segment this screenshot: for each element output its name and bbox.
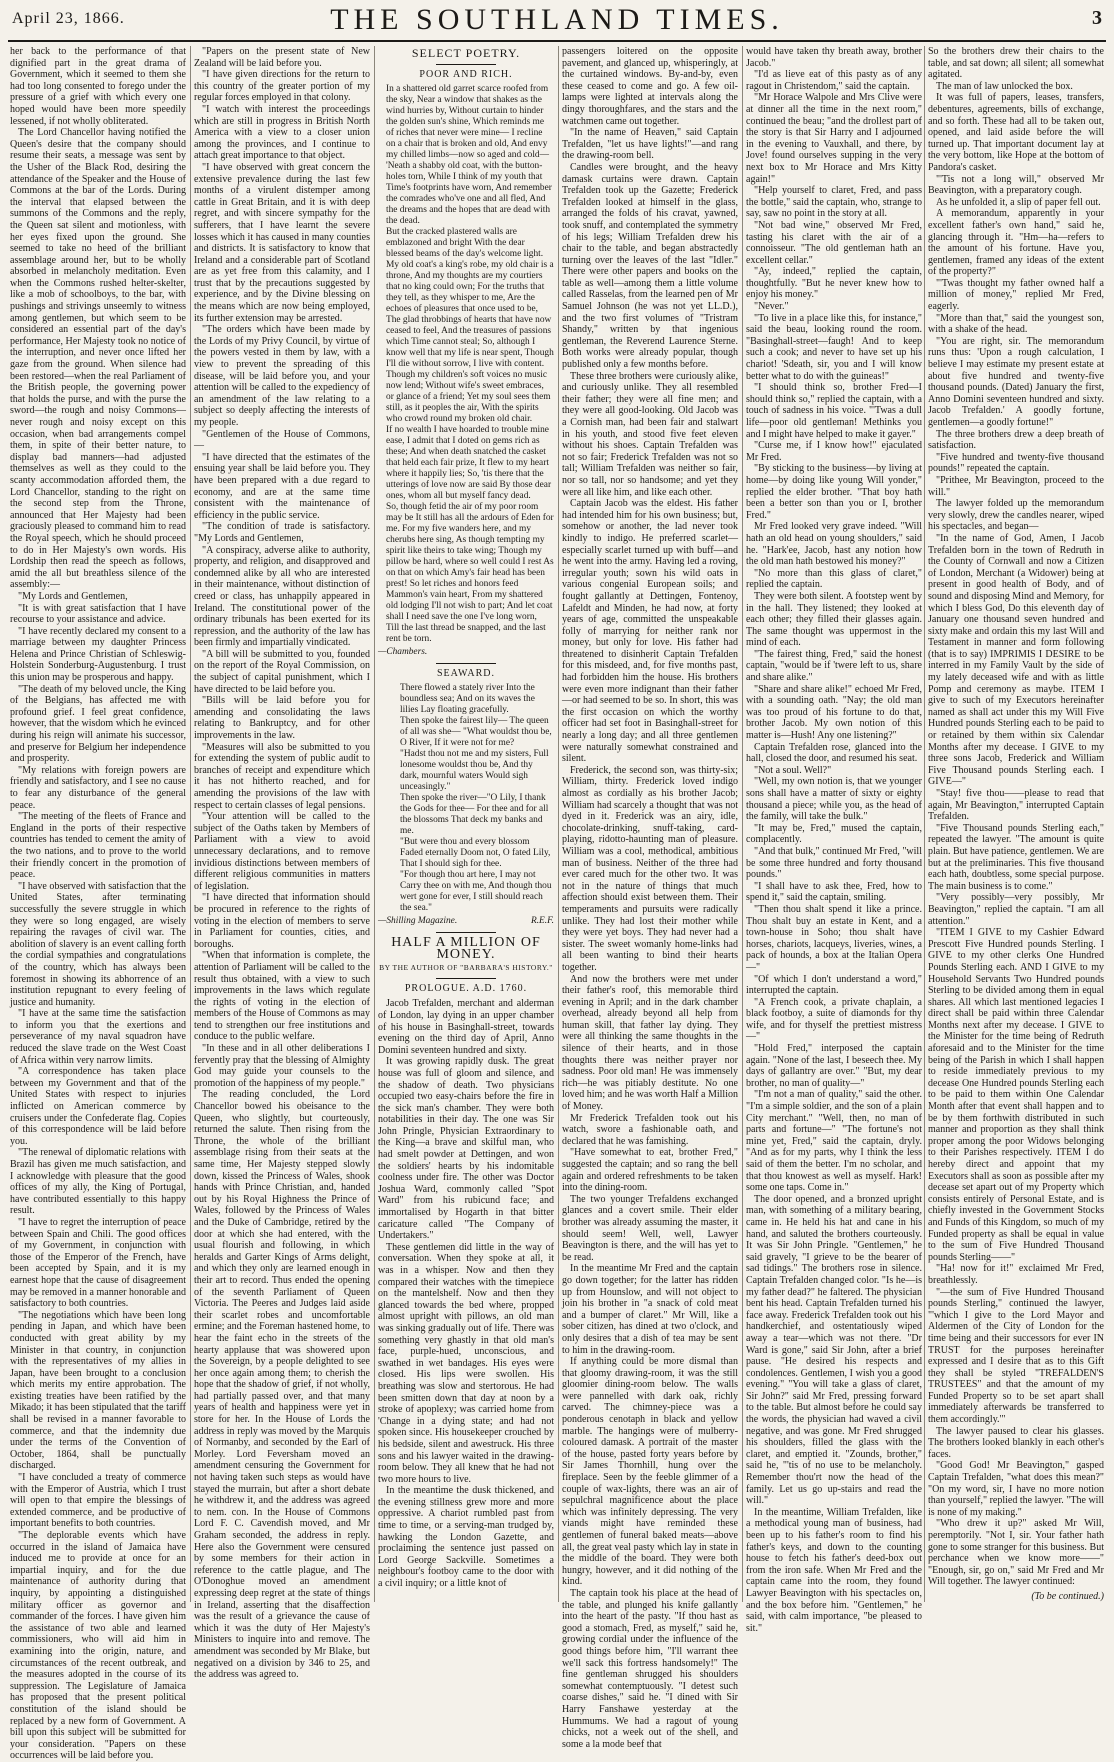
paragraph: "I have recently declared my consent to a marriage between my daughter Princess Helena and Prince Christian of Schleswig-Holstein Sonderburg-Augustenburg. I trust this union may be prosperous and happy. <box>10 625 186 684</box>
paragraph: "Ha! now for it!" exclaimed Mr Fred, breathlessly. <box>928 1263 1104 1286</box>
paragraph: The two younger Trefaldens exchanged glances and a covert smile. Their elder brother was already assuming the master, it should seem! Well, well, Lawyer Beavington is there, and the will has yet to be read. <box>562 1193 738 1263</box>
masthead-rule <box>8 40 1106 42</box>
paragraph: "In the name of Heaven," said Captain Trefalden, "let us have lights!"—and rang the drawing-room bell. <box>562 127 738 162</box>
paragraph: "The renewal of diplomatic relations with Brazil has given me much satisfaction, and I acknowledge with pleasure that the good offices of my ally, the King of Portugal, have contributed essentially to this happy result. <box>10 1147 186 1217</box>
paragraph: "Very possibly—very possibly, Mr Beavington," replied the captain. "I am all attention." <box>928 892 1104 927</box>
paragraph: "The fairest thing, Fred," said the honest captain, "would be if 'twere left to us, share and share alike." <box>746 648 922 684</box>
paragraph: "The meeting of the fleets of France and England in the ports of their respective countries has tended to cement the amity of the two nations, and to prove to the world their friendly concert in the promotion of peace. <box>10 811 186 881</box>
paragraph: Jacob Trefalden, merchant and alderman of London, lay dying in an upper chamber of his house in Basinghall-street, towards evening on the third day of April, Anno Domini seventeen hundred and sixty. <box>378 998 554 1056</box>
paragraph: would have taken thy breath away, brother Jacob." <box>746 46 922 69</box>
paragraph: "In the name of God, Amen, I Jacob Trefalden born in the town of Redruth in the County of Cornwall and now a Citizen of London, Merchant (a Widower) being at present in good health of Body, and of sound and disposing Mind and Memory, for which I bless God, Do this eleventh day of January one thousand seven hundred and sixty make and ordain this my last Will and Testament in manner and form following (that is to say) IMPRIMIS I DESIRE to be interred in my Family Vault by the side of my lately deceased wife and with as little Pomp and ceremony as maybe. ITEM I give to such of my Executors hereinafter named as shall act under this my Will Five Hundred pounds Sterling each to be paid to or retained by them within six Calendar Months after my decease. I GIVE to my three sons Jacob, Frederick and William Five Thousand pounds Sterling each. I GIVE—" <box>928 532 1104 788</box>
masthead <box>0 0 1114 46</box>
paragraph: "Five Thousand pounds Sterling each," repeated the lawyer. "The amount is quite plain. But have patience, gentlemen. We are but at the preliminaries. This five thousand each hath, doubtless, some special purpose. The main business is to come." <box>928 822 1104 892</box>
paragraph: "I have observed with great concern the extensive prevalence during the last few months of a virulent distemper among cattle in Great Britain, and it is with deep regret, and with sincere sympathy for the sufferers, that I have learnt the severe losses which it has caused in many counties and districts. It is satisfactory to know that Ireland and a considerable part of Scotland are as yet free from this calamity, and I trust that by the precautions suggested by experience, and by the Divine blessing on the means which are now being employed, its further extension may be arrested. <box>194 161 370 324</box>
paragraph: "Prithee, Mr Beavington, proceed to the will." <box>928 474 1104 498</box>
paragraph: "Not a soul. Well?" <box>754 764 832 776</box>
paragraph: "It is with great satisfaction that I have recourse to your assistance and advice. <box>10 602 186 626</box>
paragraph: Mr Fred looked very grave indeed. "Will hath an old head on young shoulders," said he. "Hark'ee, Jacob, hast any notion how the old man hath bestowed his money?" <box>746 521 922 568</box>
poem-source <box>378 647 554 659</box>
verse-line: Though my children's soft voices no music now lend; Without wife's sweet embraces, or glance of a friend; Yet my soul sees them still, as it peoples the air, With the spirits who crowd round my broken old chair. <box>386 370 551 425</box>
paragraph: "—the sum of Five Hundred Thousand pounds Sterling," continued the lawyer, "'which I give to the Lord Mayor and Aldermen of the City of London for the time being and their successors for ever IN TRUST for the purposes hereinafter expressed and I desire that as to this Gift they shall be styled "TREFALDEN'S TRUSTEES" and that the amount of my Funded Property so to be set apart shall immediately afterwards be transferred to them accordingly.'" <box>928 1286 1104 1426</box>
paragraph: "The negotiations which have been long pending in Japan, and which have been conducted with great ability by my Minister in that country, in conjunction with the representatives of my allies in Japan, have been brought to a conclusion which merits my entire approbation. The existing treaties have been ratified by the Mikado; it has been stipulated that the tariff shall be revised in a manner favorable to commerce, and that the indemnity due under the terms of the Convention of October, 1864, shall be punctually discharged. <box>10 1309 186 1472</box>
paragraph: "I'd as lieve eat of this pasty as of any ragout in Christendom," said the captain. <box>746 69 922 92</box>
paragraph: "You are right, sir. The memorandum runs thus: 'Upon a rough calculation, I believe I may estimate my present estate at about five hundred and twenty-five thousand pounds. (Dated) January the first, Anno Domini seventeen hundred and sixty. Jacob Trefalden.' A goodly fortune, gentlemen—a goodly fortune!" <box>928 335 1104 428</box>
paragraph: Captain Jacob was the eldest. His father had intended him for his own business; but, somehow or another, the lad never took kindly to indigo. He preferred scarlet—especially scarlet turned up with buff—and he went into the army. Having led a roving, irregular youth; sown his wild oats in various congenial European soils; and fought gallantly at Dettingen, Fontenoy, Lafeldt and Minden, he had now, at forty years of age, committed the unspeakable folly of marrying for neither rank nor money, but only for love. His father had threatened to disinherit Captain Trefalden for this misdeed, and, for five months past, had forbidden him the house. His brothers were even more indignant than their father—or had seemed to be so. In short, this was the first occasion on which the worthy officer had set foot in Basinghall-street for nearly a long day; and all three gentlemen were naturally somewhat constrained and silent. <box>562 498 738 765</box>
paragraph: "I have given directions for the return to this country of the greater portion of my regular forces employed in that colony. <box>194 69 370 104</box>
column-6 <box>928 46 1104 1602</box>
paragraph: "I watch with interest the proceedings which are still in progress in British North America with a view to a closer union among the provinces, and I continue to attach great importance to that object. <box>194 103 370 162</box>
paragraph: "A bill will be submitted to you, founded on the report of the Royal Commission, on the subject of capital punishment, which I have directed to be laid before you. <box>194 648 370 695</box>
paragraph: "Measures will also be submitted to you for extending the system of public audit to branches of receipt and expenditure which it has not hitherto reached, and for amending the provisions of the law with respect to certain classes of legal pensions. <box>194 741 370 811</box>
paragraph: "Your attention will be called to the subject of the Oaths taken by Members of Parliament with a view to avoid unnecessary declarations, and to remove invidious distinctions between members of different religious communities in matters of legislation. <box>194 811 370 892</box>
paragraph: "I have concluded a treaty of commerce with the Emperor of Austria, which I trust will open to that empire the blessings of extended commerce, and be productive of important benefits to both countries. <box>10 1472 186 1530</box>
paragraph: "The death of my beloved uncle, the King of the Belgians, has affected me with profound grief. I feel great confidence, however, that the wisdom which he evinced during his reign will animate his successor, and preserve for Belgium her independence and prosperity. <box>10 683 186 765</box>
paragraph: "And that bulk," continued Mr Fred, "will be some three hundred and forty thousand pounds." <box>746 845 922 881</box>
verse-line: But the cracked plastered walls are emblazoned and bright With the dear blessed beams of the day's welcome light. My old coat's a king's robe, my old chair is a throne, And my thoughts are my courtiers that no king could own; For the truths that they tell, as they whisper to me, Are the echoes of pleasures that once used to be, <box>386 227 554 315</box>
paragraph: "I have at the same time the satisfaction to inform you that the exertions and perseverance of my naval squadron have reduced the slave trade on the West Coast of Africa within very narrow limits. <box>10 1008 186 1066</box>
paragraph: Candles were brought, and the heavy damask curtains were drawn. Captain Trefalden took up the Gazette; Frederick Trefalden looked at himself in the glass, arranged the folds of his cravat, yawned, took snuff, and contemplated the symmetry of his legs; William Trefalden drew his chair to the table, and began abstractedly turning over the leaves of the last "Idler." There were other papers and books on the table as well—among them a little volume called Rasselas, from the learned pen of Mr Samuel Johnson (he was not yet LL.D.), and the two first volumes of "Tristram Shandy," written by that ingenious gentleman, the Reverend Laurence Sterne. Both works were already popular, though published only a few months before. <box>562 161 738 371</box>
paragraph: If anything could be more dismal than that gloomy drawing-room, it was the still gloomier dining-room below. The walls were pannelled with dark oak, richly carved. The chimney-piece was a ponderous cenotaph in black and yellow marble. The hangings were of mulberry-coloured damask. A portrait of the master of the house, pasted forty years before by Sir James Thornhill, hung over the fireplace. Seen by the feeble glimmer of a couple of wax-lights, there was an air of sepulchral magnificence about the place which was infinitely depressing. The very viands might have reminded these gentlemen of funeral baked meats—above all, the great veal pasty which lay in state in the middle of the board. They were both hungry, however, and it did nothing of the kind. <box>562 1356 738 1588</box>
verse-line: So, though fetid the air of my poor room may be It still has all the ardours of Eden for me. For my five wanders here, and my cherubs here sing, As though tempting my spirit like theirs to take wing; Though my pillow be hard, where so well could I rest As on that on which Amy's fair head has been prest! So let riches and honors feed Mammon's vain heart, From my shattered old lodging I'll not wish to part; And let coat shall I need save the one I've long worn, <box>386 502 554 623</box>
verse-line: Then spoke the fairest lily— The queen of all was she— "What wouldst thou be, O River, If it were not for me? <box>400 716 552 749</box>
paragraph: "I shall have to ask thee, Fred, how to spend it," said the captain, smiling. <box>746 880 922 904</box>
paragraph: "ITEM I GIVE to my Cashier Edward Prescott Five Hundred pounds Sterling. I GIVE to my other clerks One Hundred Pounds Sterling each. AND I GIVE to my Household Servants Two Hundred pounds Sterling to be divided among them in equal shares. All which last mentioned legacies I direct shall be paid within three Calendar Months next after my decease. I GIVE to the Minister for the time being of Redruth aforesaid and to the Minister for the time being of the Parish in which I shall happen to reside immediately previous to my decease One Hundred pounds Sterling each to be paid to them within One Calendar Month after that event shall happen and to be by them forthwith distributed in such manner and proportion as they shall think proper among the poor Widows belonging to their Parishes respectively. ITEM I do hereby direct and appoint that my Executors shall as soon as possible after my decease set apart out of my Property which consists entirely of Personal Estate, and is chiefly invested in the Government Stocks and Funds of this Kingdom, so much of my Funded property as shall be equal in value to the sum of Five Hundred Thousand pounds Sterling——" <box>928 927 1104 1263</box>
paragraph: "The orders which have been made by the Lords of my Privy Council, by virtue of the powers vested in them by law, with a view to prevent the spreading of this disease, will be laid before you, and your attention will be called to the expediency of an amendment of the law relating to a subject so deeply affecting the interests of my people. <box>194 324 370 428</box>
poem-title-seaward: SEAWARD. <box>436 667 496 679</box>
paragraph: Mr Frederick Trefalden took out his watch, swore a fashionable oath, and declared that he was famishing. <box>562 1112 738 1147</box>
paragraph: The lawyer folded up the memorandum very slowly, drew the candles nearer, wiped his spectacles, and began— <box>928 498 1104 533</box>
ornament-rule <box>436 663 496 664</box>
column-2 <box>194 46 370 1681</box>
story-prologue-heading: PROLOGUE. A.D. 1760. <box>404 982 528 994</box>
paragraph: "Stay! five thou——please to read that again, Mr Beavington," interrupted Captain Trefalden. <box>928 788 1104 823</box>
column-divider <box>374 46 375 1602</box>
paragraph: "My relations with foreign powers are friendly and satisfactory, and I see no cause to fear any disturbance of the general peace. <box>10 764 186 811</box>
verse-line: "But were thou and every blossom Faded eternally Doom not, O fated Lily, That I should sigh for thee. <box>400 837 551 870</box>
paragraph: Frederick, the second son, was thirty-six; William, thirty. Frederick loved indigo almost as cordially as his brother Jacob; William had scarcely a thought that was not dyed in it. Frederick was an airy, idle, chocolate-drinking, snuff-taking, card-playing, ridotto-haunting man of pleasure. William was a cool, methodical, ambitious man of business. Neither of the three had ever cared much for the other two. It was not in the nature of things that much affection should exist between them. Their temperaments and pursuits were radically unlike. They had lost their mother while they were yet boys. They had never had a sister. The sweet womanly home-links had all been wanting to bind their hearts together. <box>562 764 738 973</box>
paragraph: "Papers on the present state of New Zealand will be laid before you. <box>194 46 370 69</box>
paragraph: The reading concluded, the Lord Chancellor bowed his obeisance to the Queen, who slightly, but courteously, returned the salute. Then rising from the Throne, the whole of the brilliant assemblage rising from their seats at the same time, Her Majesty stepped slowly down, kissed the Princess of Wales, shook hands with Prince Christian, and, handed out by his Royal Highness the Prince of Wales, followed by the Princess of Wales and the Duke of Cambridge, retired by the door at which she had entered, with the usual flourish and following, in which heralds and Garter Kings of Arms delight, and which they only are learned enough in their art to record. Thus ended the opening of the seventh Parliament of Queen Victoria. The Peeres and Judges laid aside their scarlet robes and uncomfortable ermine; and the Foreman hastened home, to hear the faint echo in the streets of the hearty applause that was showered upon the Sovereign, by a people delighted to see her once again among them; to cherish the hope that the shadow of grief, if not wholly, had partially passed over, and that many years of health and happiness were yet in store for her. In the House of Lords the address in reply was moved by the Marquis of Normanby, and seconded by the Earl of Morley. Lord Feversham moved an amendment censuring the Government for not having taken such steps as would have stayed the murrain, but after a short debate he withdrew it, and the address was agreed to nem. con. In the House of Commons Lord F. C. Cavendish moved, and Mr Graham seconded, the address in reply. Here also the Government were censured by some members for their action in reference to the cattle plague, and The O'Donoghue moved an amendment expressing deep regret at the state of things in Ireland, asserting that the disaffection was the result of a grievance the cause of which it was the duty of Her Majesty's Ministers to inquire into and remove. The amendment was seconded by Mr Blake, but negatived on a division by 346 to 25, and the address was agreed to. <box>194 1089 370 1681</box>
author-initials: R.E.F. <box>530 916 554 927</box>
issue-date: April 23, 1866. <box>12 10 125 27</box>
paragraph: "I have to regret the interruption of peace between Spain and Chili. The good offices of my Government, in conjunction with those of the Emperor of the French, have been accepted by Spain, and it is my earnest hope that the cause of disagreement may be removed in a manner honorable and satisfactory to both countries. <box>10 1216 186 1310</box>
verse-line: The glad throbbings of hearts that have now ceased to feel, And the treasures of passions which Time cannot steal; So, although I know well that my life is near spent, Though I'll die without sorrow, I live with content. <box>386 315 554 370</box>
paragraph: "It may be, Fred," mused the captain, complacently. <box>746 822 922 846</box>
paragraph: "Have somewhat to eat, brother Fred," suggested the captain; and so rang the bell again and ordered refreshments to be taken into the dining-room. <box>562 1147 738 1194</box>
paragraph: In the meantime, William Trefalden, like a methodical young man of business, had been up to his father's room to find his father's keys, and down to the counting house to fetch his father's deed-box out from the iron safe. When Mr Fred and the captain came into the room, they found Lawyer Beavington with his spectacles on, and the box before him. "Gentlemen," he said, with calm importance, "be pleased to sit." <box>746 1506 922 1634</box>
paragraph: "The deplorable events which have occurred in the island of Jamaica have induced me to provide at once for an impartial inquiry, and for the due maintenance of authority during that inquiry, by appointing a distinguished military officer as governor and commander of the forces. I have given him the assistance of two able and learned commissioners, who will aid him in examining into the origin, nature, and circumstances of the recent outbreak, and the measures adopted in the course of its suppression. The Legislature of Jamaica has proposed that the present political constitution of the island should be replaced by a new form of Government. A bill upon this subject will be submitted for your consideration. "Papers on these occurrences will be laid before you. <box>10 1530 186 1762</box>
poem-seaward <box>378 683 554 914</box>
paragraph: "Five hundred and twenty-five thousand pounds!" repeated the captain. <box>928 451 1104 475</box>
paragraph: "Gentlemen of the House of Commons,— <box>194 428 370 452</box>
paragraph: The three brothers drew a deep breath of satisfaction. <box>928 428 1104 452</box>
paragraph: In the meantime the dusk thickened, and the evening stillness grew more and more oppressive. A chariot rumbled past from time to time, or a serving-man trudged by, hawking the London Gazette, and proclaiming the sentence just passed on Lord George Sackville. Sometimes a neighbour's footboy came to the door with a civil inquiry; or a little knot of <box>378 1485 554 1590</box>
column-4 <box>562 46 738 1750</box>
paragraph: "A correspondence has taken place between my Government and that of the United States with respect to injuries inflicted on American commerce by cruisers under the Confederate flag. Copies of this correspondence will be laid before you. <box>10 1066 186 1147</box>
to-be-continued: (To be continued.) <box>1031 1590 1104 1602</box>
paragraph: "No more than this glass of claret," replied the captain. <box>746 567 922 591</box>
paragraph: "To live in a place like this, for instance," said the beau, looking round the room. "Basinghall-street—faugh! And to keep such a cook; and never to have set up his chariot! 'Sdeath, sir, you and I will know better what to do with the guineas!" <box>746 312 922 382</box>
paragraph: "Who drew it up?" asked Mr Will, peremptorily. "Not I, sir. Your father hath gone to some stranger for this business. But perchance when we know more——" "Enough, sir, go on," said Mr Fred and Mr Will together. The lawyer continued: <box>928 1518 1104 1588</box>
poem-signature <box>378 916 554 928</box>
paragraph: These gentlemen did little in the way of conversation. When they spoke at all, it was in a whisper. Now and then they compared their watches with the timepiece on the mantelshelf. Now and then they glanced towards the bed where, propped almost upright with pillows, an old man was sinking gradually out of life. There was something very ghastly in that old man's face, purple-hued, unconscious, and swathed in wet bandages. His eyes were closed. His lips were swollen. His breathing was slow and stertorous. He had been smitten down that day at noon by a stroke of apoplexy; was carried home from 'Change in a dying state; and had not spoken since. His housekeeper crouched by his bedside, silent and awestruck. His three sons and his lawyer waited in the drawing-room below. They all knew that he had not two more hours to live. <box>378 1241 554 1485</box>
paragraph: "Help yourself to claret, Fred, and pass the bottle," said the captain, who, strange to say, saw no point in the story at all. <box>746 185 922 220</box>
paragraph: "I have directed that information should be procured in reference to the rights of voting in the election of members to serve in Parliament for counties, cities, and boroughs. <box>194 892 370 950</box>
poem-poor-and-rich <box>378 84 554 645</box>
section-heading-select-poetry: SELECT POETRY. <box>411 46 521 60</box>
column-5 <box>746 46 922 1634</box>
verse-line: If no wealth I have hoarded to trouble mine ease, I admit that I doted on gems rich as these; And when death snatched the casket that held each fair prize, It flew to my heart where it happily lies; So, 'tis there that the utterings of love now are said By those dear ones, whom all but myself fancy dead. <box>386 425 552 502</box>
paragraph: her back to the performance of that dignified part in the great drama of Government, which it seemed to them she had too long consented to forego under the pressure of a grief with which every one hoped would have been more speedily lessened, if not wholly obliterated. <box>10 46 186 127</box>
column-divider <box>190 46 191 1602</box>
source-name: —Shilling Magazine. <box>378 916 458 927</box>
paragraph: The Lord Chancellor having notified the Queen's desire that the company should resume their seats, a message was sent by the Usher of the Black Rod, desiring the attendance of the Speaker and the House of Commons at the bar of the Lords. During the interval that elapsed between the summons of the Commons and the reply, the Queen sat silent and motionless, with her eyes fixed upon the ground. She seemed to take no heed of the brilliant assemblage around her, but to be wholly absorbed in melancholy meditation. Even when the Commons rushed helter-skelter, like a mob of schoolboys, to the bar, with pushings and strivings unseemly to witness among gentlemen, but which seem to be considered an essential part of the day's performance, Her Majesty took no notice of the interruption, and never once lifted her gaze from the ground. When silence had been restored—when the real Parliament of the British people, the governing power that holds the purse, and with the purse the sword—the rough and noisy Commons—never rough and noisy except on this occasion, when bad arrangements compel them, in spite of their better nature, to display bad manners—had adjusted themselves as well as they could to the scanty accommodation afforded them, the Lord Chancellor, standing to the right on the second step from the Throne, announced that Her Majesty had been graciously pleased to command him to read the Royal speech, which he should proceed to do in Her Majesty's own words. His Lordship then read the speech as follows, amid the all but breathless silence of the assembly:— <box>10 127 186 591</box>
poem-title-poor-and-rich: POOR AND RICH. <box>419 68 513 80</box>
paragraph: passengers loitered on the opposite pavement, and glanced up, whisperingly, at the curtained windows. By-and-by, even these ceased to come and go. A few oil-lamps were lighted at intervals along the dingy thoroughfares, and the stars and the watchmen came out together. <box>562 46 738 127</box>
column-divider <box>558 46 559 1602</box>
verse-line: There flowed a stately river Into the boundless sea; And on its waves the lilies Lay floating gracefully. <box>400 683 535 716</box>
paragraph: "Well, my own notion is, that we younger sons shall have a matter of sixty or eighty thousand a piece; while you, as the head of the family, will take the bulk." <box>746 776 922 823</box>
story-byline: BY THE AUTHOR OF "BARBARA'S HISTORY." <box>379 963 553 973</box>
paragraph: It was full of papers, leases, transfers, debentures, agreements, bills of exchange, and so forth. These had all to be taken out, opened, and laid aside before the will turned up. That important document lay at the very bottom, like Hope at the bottom of Pandora's casket. <box>928 92 1104 173</box>
paragraph: "Hold Fred," interposed the captain again. "None of the last, I beseech thee. My days of gallantry are over." "But, my dear brother, no man of quality—" <box>746 1043 922 1089</box>
paragraph: "A conspiracy, adverse alike to authority, property, and religion, and disapproved and condemned alike by all who are interested in their maintenance, without distinction of creed or class, has unhappily appeared in Ireland. The constitutional power of the ordinary tribunals has been exerted for its repression, and the authority of the law has been firmly and impartially vindicated. <box>194 544 370 649</box>
paragraph: "I have directed that the estimates of the ensuing year shall be laid before you. They have been prepared with a due regard to economy, and are at the same time consistent with the maintenance of efficiency in the public service. <box>194 451 370 521</box>
paragraph: "More than that," said the youngest son, with a shake of the head. <box>928 312 1104 336</box>
paragraph: Captain Trefalden rose, glanced into the hall, closed the door, and resumed his seat. <box>746 741 922 765</box>
paragraph: The lawyer paused to clear his glasses. The brothers looked blankly in each other's faces. <box>928 1425 1104 1460</box>
paragraph: "'Tis not a long will," observed Mr Beavington, with a preparatory cough. <box>928 173 1104 197</box>
paragraph: "Then thou shalt spend it like a prince. Thou shalt buy an estate in Kent, and a town-house in Soho; thou shalt have horses, chariots, lacqueys, liveries, wines, a pack of hounds, a box at the Italian Opera—" <box>746 903 922 973</box>
paragraph: "Not bad wine," observed Mr Fred, tasting his claret with the air of a connoisseur. "The old gentleman hath an excellent cellar." <box>746 219 922 266</box>
paragraph: "The condition of trade is satisfactory. "My Lords and Gentlemen, <box>194 521 370 544</box>
verse-line: "Hadst thou not me and my sisters, Full lonesome wouldst thou be, And thy dark, mournful waters Would sigh unceasingly." <box>400 749 549 793</box>
verse-line: In a shattered old garret scarce roofed from the sky, Near a window that shakes as the wind hurries by, Without curtain to hinder the golden sun's shine, Which reminds me of riches that never were mine— I recline on a chair that is broken and old, And envy my chilled limbs—now so aged and cold— <box>386 84 549 161</box>
source-name: —Chambers. <box>378 647 428 658</box>
paragraph: So the brothers drew their chairs to the table, and sat down; all silent; all somewhat agitated. <box>928 46 1104 81</box>
paragraph: The captain took his place at the head of the table, and plunged his knife gallantly into the heart of the pasty. "If thou hast as good a stomach, Fred, as myself," said he, growing cordial under the influence of the good things before him, "I'll warrant thee we'll sack this fortress handsomely!" The fine gentleman shrugged his shoulders somewhat contemptuously. "I detest such coarse dishes," said he. "I dined with Sir Harry Fanshawe yesterday at the Hummums. We had a ragout of young chicks, not a week out of the shell, and some a la mode beef that <box>562 1587 738 1750</box>
paragraph: A memorandum, apparently in your excellent father's own hand," said he, glancing through it. "Hm—ha—refers to the amount of his fortune. Have you, gentlemen, framed any ideas of the extent of the property?" <box>928 208 1104 278</box>
column-divider <box>924 46 925 1602</box>
paragraph: "Never." <box>754 301 789 313</box>
paragraph: "I should think so, brother Fred—I should think so," replied the captain, with a touch of sadness in his voice. "'Twas a dull life—poor old gentleman! Methinks you and I might have helped to make it gayer." <box>746 382 922 440</box>
paragraph: "Share and share alike!" echoed Mr Fred, with a sounding oath. "Nay; the old man was too proud of his fortune to do that, brother Jacob. My own notion of this matter is—Hush! Any one listening?" <box>746 683 922 742</box>
page-number: 3 <box>1092 7 1102 29</box>
ornament-rule <box>436 978 496 979</box>
paragraph: "Mr Horace Walpole and Mrs Clive were at dinner all the time in the next room," continued the beau; "and the drollest part of the story is that Sir Harry and I adjourned in the evening to Vauxhall, and there, by Jove! found ourselves supping in the very next box to Mr Horace and Mrs Kitty again!" <box>746 92 922 185</box>
paragraph: And now the brothers were met under their father's roof, this memorable third evening in April; and in the dark chamber overhead, already beyond all help from human skill, that father lay dying. They were all thinking the same thoughts in the silence of their hearts, and in those thoughts there was neither prayer nor sadness. Poor old man! He was immensely rich—he was pitiably destitute. No one loved him; and he was worth Half a Million of Money. <box>562 973 738 1113</box>
paragraph: "'Twas thought my father owned half a million of money," replied Mr Fred, eagerly. <box>928 277 1104 313</box>
paragraph: "By sticking to the business—by living at home—by doing like young Will yonder," replied the elder brother. "That boy hath been a better son than you or I, brother Fred." <box>746 463 922 521</box>
story-title: HALF A MILLION OF MONEY. <box>391 934 541 962</box>
column-3 <box>378 46 554 1602</box>
verse-line: "For though thou art here, I may not Carry thee on with me, And though thou wert gone for ever, I still should reach the sea." <box>400 870 552 914</box>
paragraph: The door opened, and a bronzed upright man, with something of a military bearing, came in. He held his hat and cane in his hand, and saluted the brothers courteously. It was Sir John Pringle. "Gentlemen," he said gravely, "I grieve to be the bearer of sad tidings." The brothers rose in silence. Captain Trefalden changed color. "Is he—is my father dead?" he faltered. The physician bent his head. Captain Trefalden turned his face away. Frederick Trefalden took out his handkerchief, and ostentatiously wiped away a tear—which was not there. "Dr Ward is gone," said Sir John, after a brief pause. "He desired his respects and condolences. Gentlemen, I wish you a good evening." "You will take a glass of claret, Sir John?" said Mr Fred, pressing forward to the table. But almost before he could say the words, the physician had waved a civil negative, and was gone. Mr Fred shrugged his shoulders, filled the glass with the claret, and emptied it. "Zounds, brother," said he, "'tis of no use to be melancholy. Remember thou'rt now the head of the family. Let us go up-stairs and read the will." <box>746 1193 922 1507</box>
paragraph: It was growing rapidly dusk. The great house was full of gloom and silence, and the shadow of death. Two physicians occupied two easy-chairs before the fire in the sick man's chamber. They were both notabilities in their day. The one was Sir John Pringle, Physician Extraordinary to the King—a brave and skilful man, who had smelt powder at Dettingen, and won the soldiers' hearts by his indomitable coolness under fire. The other was Doctor Joshua Ward, commonly called "Spot Ward" from his rubicund face; and immortalised by Hogarth in that bitter caricature called "The Company of Undertakers." <box>378 1056 554 1242</box>
paragraph: They were both silent. A footstep went by in the hall. They listened; they looked at each other; they filled their glasses again. The same thought was uppermost in the mind of each. <box>746 590 922 649</box>
paragraph: "Of which I don't understand a word," interrupted the captain. <box>746 973 922 997</box>
paragraph: "Curse me, if I know how!" ejaculated Mr Fred. <box>746 440 922 463</box>
paragraph: "I'm not a man of quality," said the other. "I'm a simple soldier, and the son of a plain City merchant." "Well, then, no man of parts and fortune—" "The fortune's not mine yet, Fred," said the captain, dryly. "And as for my parts, why I think the less said of them the better. I'm no scholar, and that thou knowest as well as myself. Hark! some one taps. Come in." <box>746 1089 922 1194</box>
column-divider <box>742 46 743 1602</box>
paragraph: "My Lords and Gentlemen, <box>18 590 128 602</box>
paragraph: These three brothers were curiously alike, and curiously unlike. They all resembled their father; they were all fine men; and they were all good-looking. Old Jacob was a Cornish man, had been fair and stalwart in his youth, and stood five feet eleven without his shoes. Captain Trefalden was not so fair; Frederick Trefalden was not so tall; William Trefalden was neither so fair, nor so tall, nor so handsome; and yet they were all like him, and like each other. <box>562 370 738 498</box>
column-1 <box>10 46 186 1762</box>
paragraph: The man of law unlocked the box. <box>936 80 1073 92</box>
paragraph: "Good God! Mr Beavington," gasped Captain Trefalden, "what does this mean?" "On my word, sir, I have no more notion than yourself," replied the lawyer. "The will is none of my making." <box>928 1460 1104 1518</box>
paragraph: "When that information is complete, the attention of Parliament will be called to the result thus obtained, with a view to such improvements in the laws which regulate the rights of voting in the election of members of the House of Commons as may tend to strengthen our free institutions and conduce to the public welfare. <box>194 950 370 1043</box>
article-columns <box>10 46 1104 1762</box>
verse-line: 'Neath a shabby old coat, with the button-holes torn, While I think of my youth that Time's footprints have worn, And remember the comrades who've one and all fled, And the dreams and the hopes that are dead with the dead. <box>386 161 552 227</box>
verse-line: Then spoke the river—"O Lily, I thank the Gods for thee— For thee and for all the blossoms That deck my banks and me. <box>400 793 549 837</box>
verse-line: Till the last thread be snapped, and the last rent be torn. <box>386 623 546 645</box>
ornament-rule <box>436 932 496 933</box>
paragraph: As he unfolded it, a slip of paper fell out. <box>936 196 1101 208</box>
paragraph: "Ay, indeed," replied the captain, thoughtfully. "But he never knew how to enjoy his money." <box>746 266 922 301</box>
paragraph: "Bills will be laid before you for amending and consolidating the laws relating to Bankruptcy, and for other improvements in the law. <box>194 695 370 742</box>
paragraph: "In these and in all other deliberations I fervently pray that the blessing of Almighty God may guide your counsels to the promotion of the happiness of my people." <box>194 1043 370 1089</box>
newspaper-title: THE SOUTHLAND TIMES. <box>330 3 784 36</box>
paragraph: "A French cook, a private chaplain, a black footboy, a suite of diamonds for thy wife, and for thyself the prettiest mistress—" <box>746 996 922 1043</box>
ornament-rule <box>436 64 496 65</box>
paragraph: In the meantime Mr Fred and the captain go down together; for the latter has ridden up from Hounslow, and will not object to join his brother in "a snack of cold meat and a bumper of claret." Mr Will, like a sober citizen, has dined at two o'clock, and only desires that a dish of tea may be sent to him in the drawing-room. <box>562 1263 738 1356</box>
paragraph: "I have observed with satisfaction that the United States, after terminating successfully the severe struggle in which they were so long engaged, are wisely repairing the ravages of civil war. The abolition of slavery is an event calling forth the cordial sympathies and congratulations of the country, which has always been foremost in showing its abhorrence of an institution repugnant to every feeling of justice and humanity. <box>10 880 186 1008</box>
